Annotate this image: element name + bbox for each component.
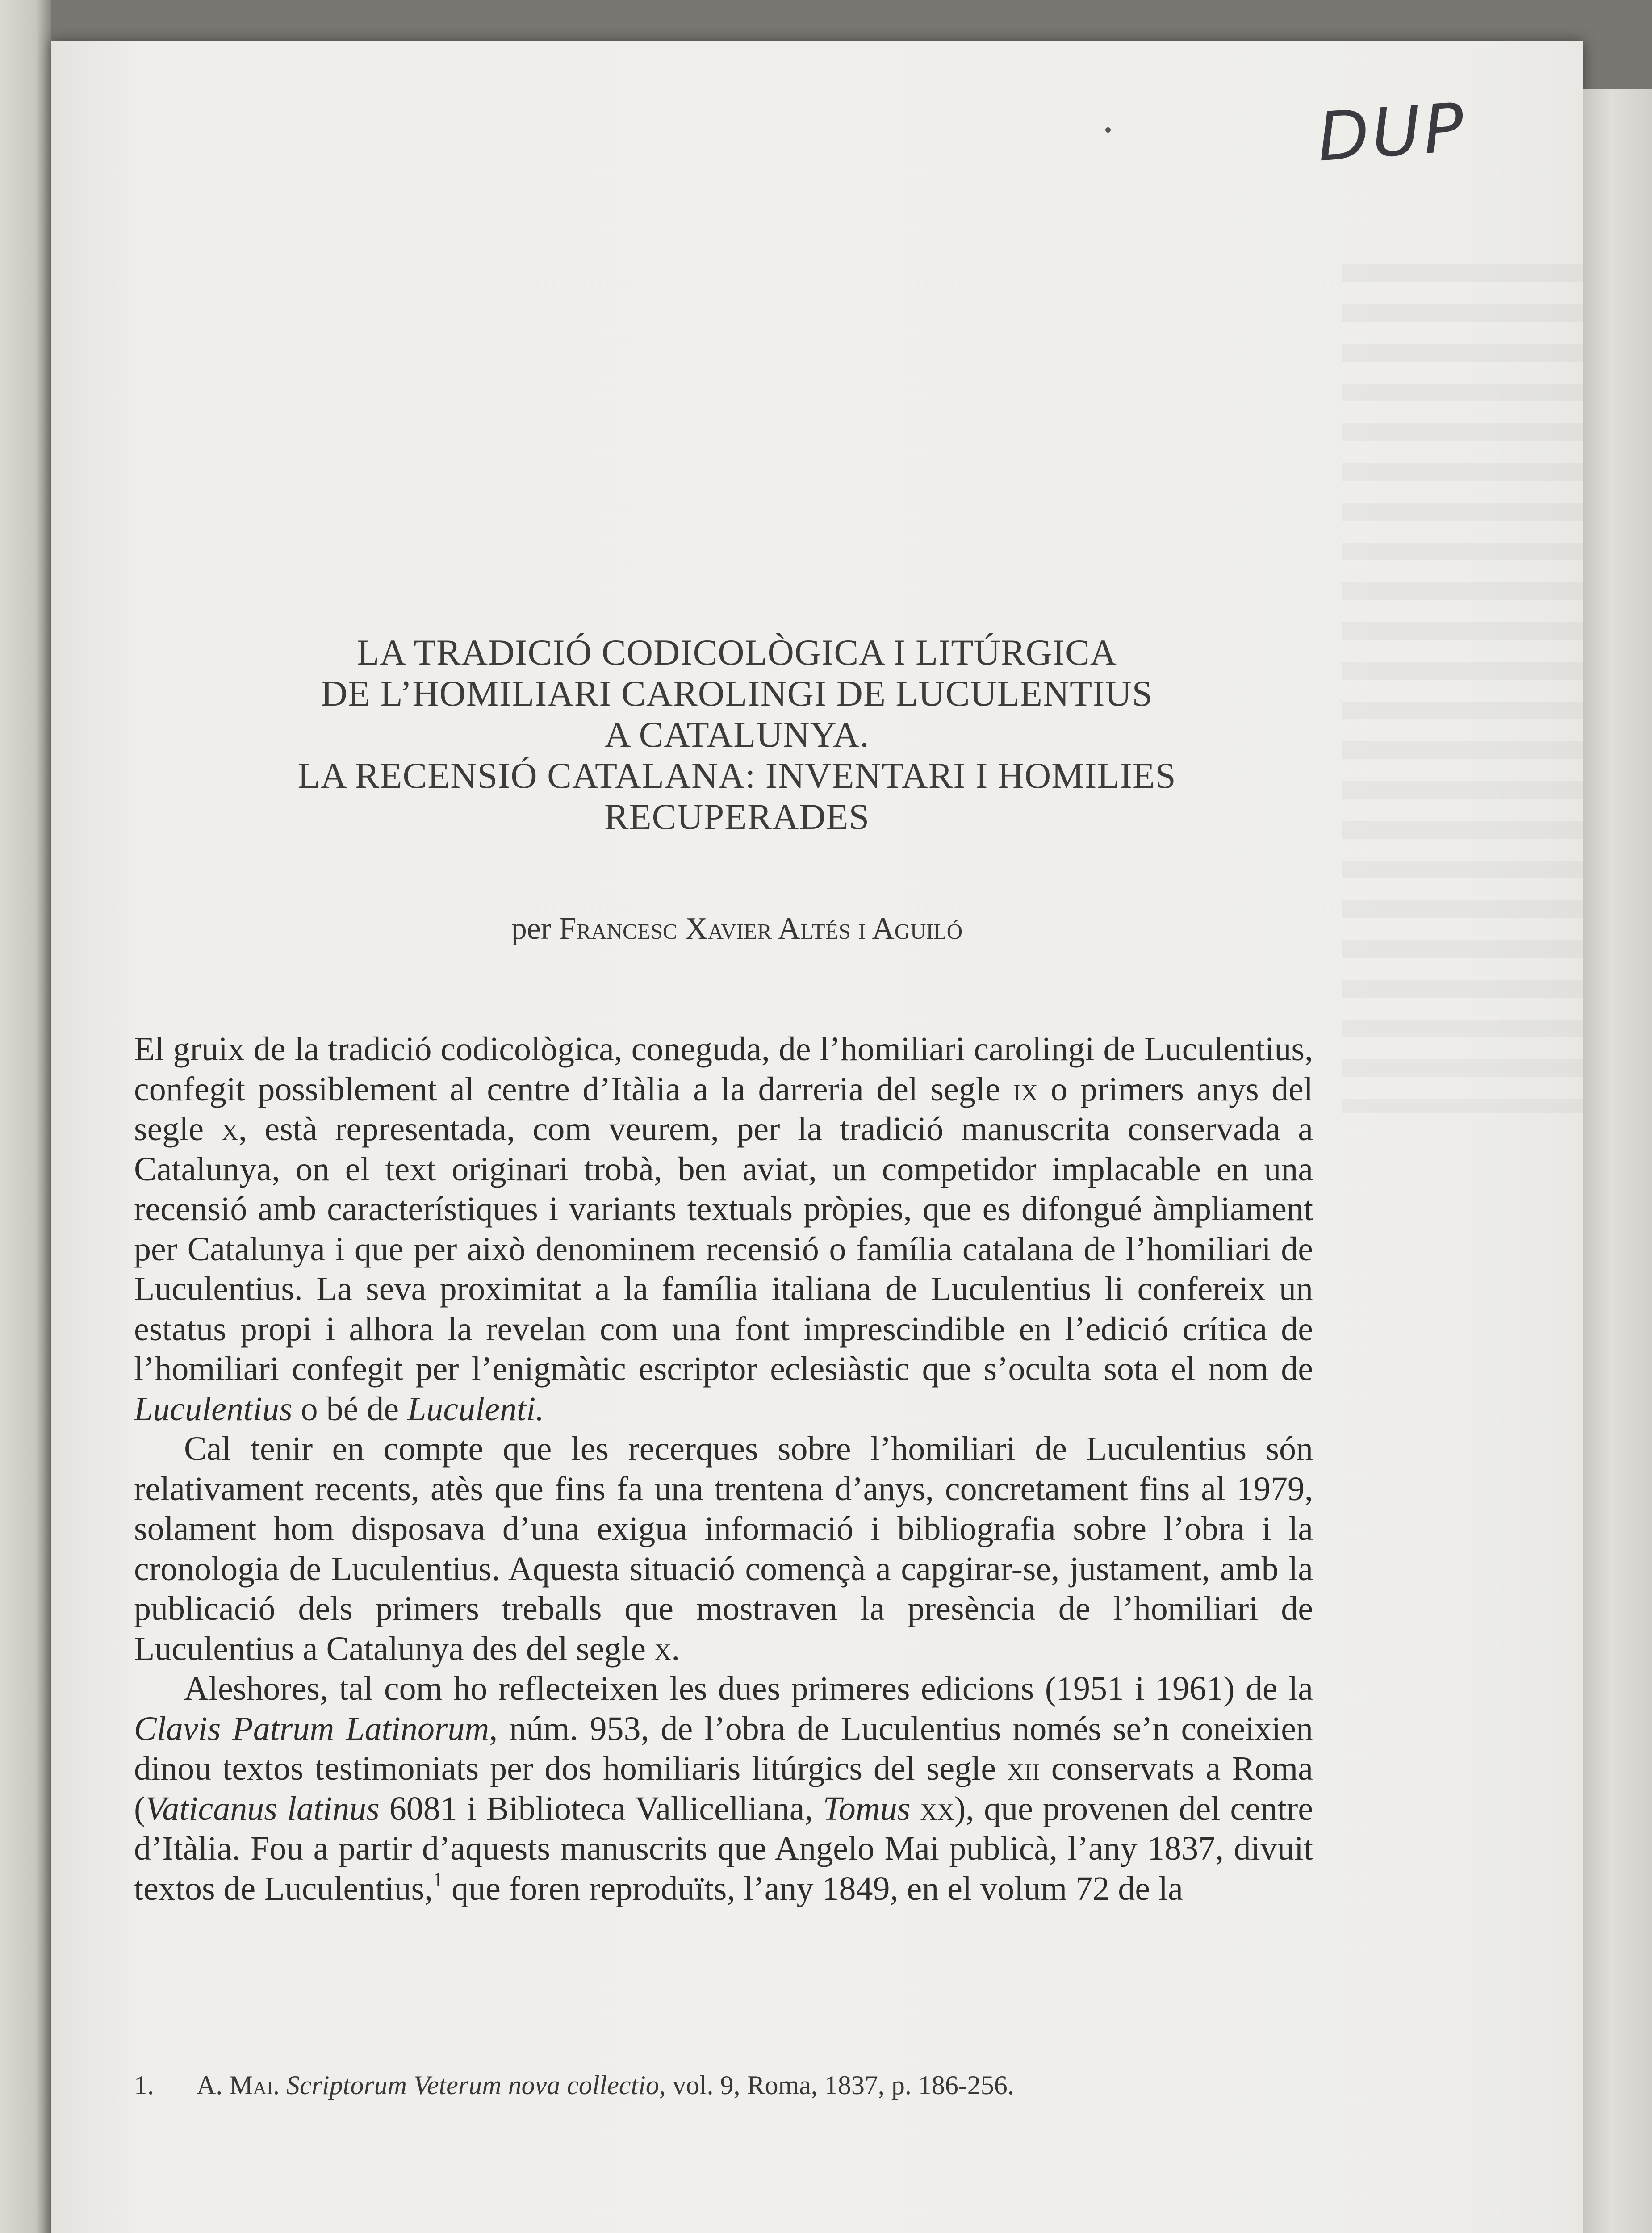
- author-prefix: per: [511, 912, 552, 946]
- text-segment: Tomus: [823, 1790, 911, 1827]
- text-segment: El gruix de la tradició codicològica, coneguda, de l’homiliari carolingi de Luculentius, confegit possiblement al centre d’Itàlia a la darreria del segle: [134, 1030, 1313, 1108]
- handwritten-note: DUP: [1315, 88, 1469, 177]
- text-segment: Vaticanus latinus: [145, 1790, 380, 1827]
- text-segment: xx: [920, 1790, 954, 1827]
- footnote: [134, 2070, 1313, 2101]
- title-line: A CATALUNYA.: [604, 714, 870, 755]
- text-segment: .: [671, 1630, 680, 1668]
- text-segment: o primers anys del segle: [134, 1070, 1313, 1148]
- title-line: LA RECENSIÓ CATALANA: INVENTARI I HOMILIES: [297, 755, 1176, 796]
- show-through-text: [1342, 264, 1592, 1113]
- footnote-work: Scriptorum Veterum nova collectio: [286, 2070, 659, 2100]
- body-paragraph: [134, 1669, 1313, 1909]
- text-segment: Clavis Patrum Latinorum: [134, 1710, 489, 1748]
- body-paragraph: [134, 1029, 1313, 1429]
- text-segment: , núm. 953, de l’obra de Luculentius només se’n coneixien dinou textos testimoniats per dos homiliaris litúrgics del segle: [134, 1710, 1313, 1787]
- title-line: RECUPERADES: [604, 796, 870, 837]
- footnote-details: , vol. 9, Roma, 1837, p. 186-256.: [659, 2070, 1014, 2100]
- text-segment: o bé de: [292, 1390, 408, 1428]
- footnote-ref: 1: [433, 1868, 443, 1891]
- footnote-number: 1.: [134, 2070, 154, 2100]
- text-segment: x: [221, 1110, 238, 1148]
- title-line: DE L’HOMILIARI CAROLINGI DE LUCULENTIUS: [321, 673, 1153, 714]
- text-segment: , està representada, com veurem, per la tradició manuscrita conservada a Catalunya, on el text originari trobà, ben aviat, un competidor implacable en una recensió amb característiques i variants textuals pròpies, que es difongué àmpliament per Catalunya i que per això denominem recensió o família catalana de l’homiliari de Luculentius. La seva proximitat a la família italiana de Luculentius li confereix un estatus propi i alhora la revelan com una font imprescindible en l’edició crítica de l’homiliari confegit per l’enigmàtic escriptor eclesiàstic que s’oculta sota el nom de: [134, 1110, 1313, 1388]
- text-segment: xii: [1007, 1750, 1040, 1787]
- text-segment: conservats a Roma (: [134, 1750, 1313, 1827]
- author-byline: [134, 911, 1340, 947]
- title-line: LA TRADICIÓ CODICOLÒGICA I LITÚRGICA: [357, 632, 1117, 673]
- ink-dot: [1105, 127, 1111, 133]
- text-segment: que foren reproduïts, l’any 1849, en el volum 72 de la: [443, 1869, 1183, 1907]
- text-segment: ), que provenen del centre d’Itàlia. Fou a partir d’aquests manuscrits que Angelo Mai publicà, l’any 1837, divuit textos de Luculentius,: [134, 1790, 1313, 1907]
- body-paragraph: [134, 1429, 1313, 1669]
- text-segment: x: [654, 1630, 672, 1668]
- text-segment: Luculenti.: [407, 1390, 544, 1428]
- footnote-author: A. Mai.: [197, 2070, 280, 2100]
- article-body: [134, 1029, 1313, 1909]
- left-page-edge: [0, 0, 51, 2233]
- article-title: [134, 632, 1340, 837]
- author-name: Francesc Xavier Altés i Aguiló: [559, 912, 963, 946]
- right-page-edge: [1583, 89, 1652, 2233]
- text-segment: Aleshores, tal com ho reflecteixen les dues primeres edicions (1951 i 1961) de la: [184, 1670, 1313, 1707]
- text-segment: [910, 1790, 920, 1827]
- text-segment: ix: [1013, 1070, 1038, 1108]
- text-segment: Luculentius: [134, 1390, 293, 1428]
- text-segment: 6081 i Biblioteca Vallicelliana,: [379, 1790, 823, 1827]
- text-segment: Cal tenir en compte que les recerques sobre l’homiliari de Luculentius són relativament recents, atès que fins fa una trentena d’anys, concretament fins al 1979, solament hom disposava d’una exigua informació i bibliografia sobre l’obra i la cronologia de Luculentius. Aquesta situació començà a capgirar-se, justament, amb la publicació dels primers treballs que mostraven la presència de l’homiliari de Luculentius a Catalunya des del segle: [134, 1430, 1313, 1668]
